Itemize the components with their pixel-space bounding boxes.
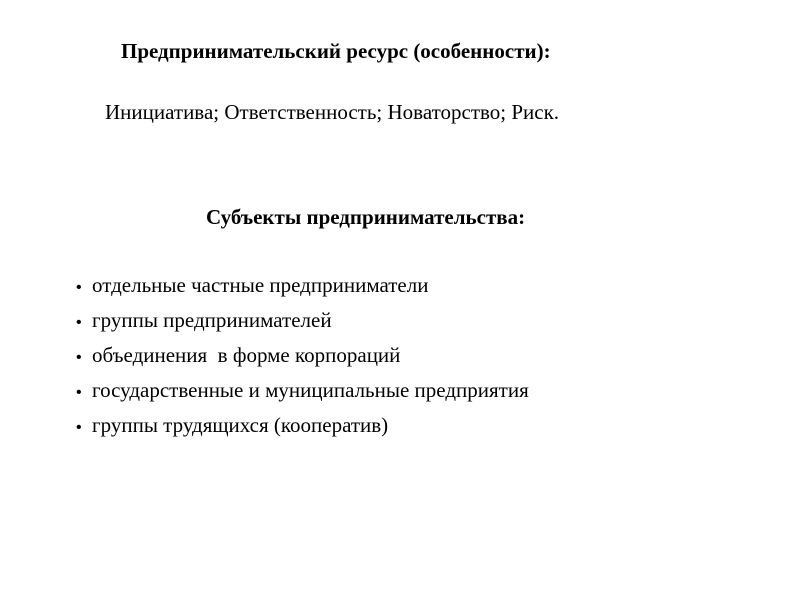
list-item-text: группы предпринимателей — [92, 308, 332, 332]
bullet-icon: • — [76, 349, 82, 366]
list-item-text: группы трудящихся (кооператив) — [92, 413, 389, 437]
subjects-heading: Субъекты предпринимательства: — [206, 205, 526, 229]
list-item-text: объединения в форме корпораций — [92, 343, 401, 367]
subjects-list — [76, 269, 529, 444]
list-item — [76, 374, 529, 409]
bullet-icon: • — [76, 419, 82, 436]
list-item-text: государственные и муниципальные предприятия — [92, 378, 529, 402]
list-item — [76, 269, 529, 304]
bullet-icon: • — [76, 279, 82, 296]
list-item — [76, 409, 529, 444]
list-item — [76, 339, 529, 374]
list-item — [76, 304, 529, 339]
slide-title: Предпринимательский ресурс (особенности): — [121, 39, 551, 63]
list-item-text: отдельные частные предприниматели — [92, 273, 429, 297]
bullet-icon: • — [76, 384, 82, 401]
bullet-icon: • — [76, 314, 82, 331]
features-line: Инициатива; Ответственность; Новаторство; Риск. — [105, 100, 560, 124]
